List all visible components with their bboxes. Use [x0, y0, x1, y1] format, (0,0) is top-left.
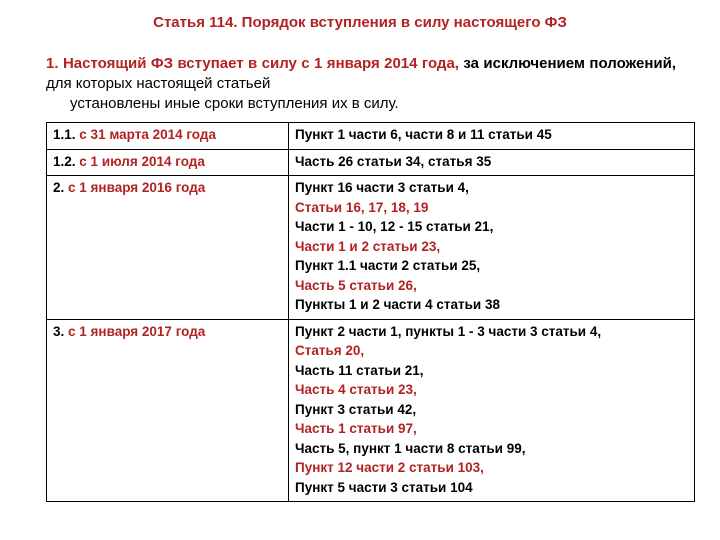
intro-plain-text-1: для которых настоящей статьей: [46, 75, 271, 92]
provision-item: Пункт 16 части 3 статьи 4,: [295, 180, 469, 195]
table-row: [47, 149, 695, 176]
effective-date: с 31 марта 2014 года: [79, 127, 216, 142]
provision-item: Статьи 16, 17, 18, 19: [295, 199, 429, 215]
provision-item: Части 1 - 10, 12 - 15 статьи 21,: [295, 219, 494, 234]
table-row: [47, 123, 695, 150]
provision-item: Часть 5, пункт 1 части 8 статьи 99,: [295, 440, 526, 456]
row-number: 3.: [53, 323, 65, 339]
effective-date: с 1 января 2016 года: [68, 180, 206, 195]
intro-plain-text-2: установлены иные сроки вступления их в силу.: [70, 95, 399, 112]
page-title: Статья 114. Порядок вступления в силу настоящего ФЗ: [153, 14, 567, 31]
intro-number: 1.: [46, 55, 59, 72]
effective-dates-table: [46, 122, 695, 502]
intro-main-statement: Настоящий ФЗ вступает в силу с 1 января 2014 года,: [62, 55, 459, 72]
effective-date-cell: [47, 319, 289, 502]
effective-date: с 1 июля 2014 года: [79, 153, 205, 169]
provision-item: Часть 1 статьи 97,: [295, 421, 417, 436]
provision-item: Пункт 3 статьи 42,: [295, 401, 417, 417]
provision-item: Часть 26 статьи 34, статья 35: [295, 153, 492, 169]
row-number: 1.1.: [53, 127, 76, 142]
provisions-cell: [289, 149, 695, 176]
effective-date: с 1 января 2017 года: [68, 323, 206, 339]
provision-item: Часть 5 статьи 26,: [295, 277, 417, 293]
intro-exception: за исключением положений,: [463, 55, 676, 72]
provision-item: Пункты 1 и 2 части 4 статьи 38: [295, 297, 500, 312]
provision-item: Часть 4 статьи 23,: [295, 382, 417, 397]
provision-item: Пункт 12 части 2 статьи 103,: [295, 460, 484, 475]
effective-date-cell: [47, 123, 289, 150]
table-row: [47, 319, 695, 502]
effective-date-cell: [47, 149, 289, 176]
table-row: [47, 176, 695, 320]
row-number: 2.: [53, 180, 65, 195]
provision-item: Часть 11 статьи 21,: [295, 362, 424, 378]
provision-item: Пункт 1.1 части 2 статьи 25,: [295, 258, 481, 273]
provision-item: Статья 20,: [295, 343, 365, 358]
provision-item: Части 1 и 2 статьи 23,: [295, 238, 441, 254]
row-number: 1.2.: [53, 153, 76, 169]
provisions-cell: [289, 123, 695, 150]
provisions-cell: [289, 176, 695, 320]
provision-item: Пункт 5 части 3 статьи 104: [295, 479, 473, 495]
provision-item: Пункт 1 части 6, части 8 и 11 статьи 45: [295, 127, 552, 142]
provision-item: Пункт 2 части 1, пункты 1 - 3 части 3 статьи 4,: [295, 323, 602, 339]
provisions-cell: [289, 319, 695, 502]
effective-date-cell: [47, 176, 289, 320]
intro-paragraph: [46, 54, 676, 114]
